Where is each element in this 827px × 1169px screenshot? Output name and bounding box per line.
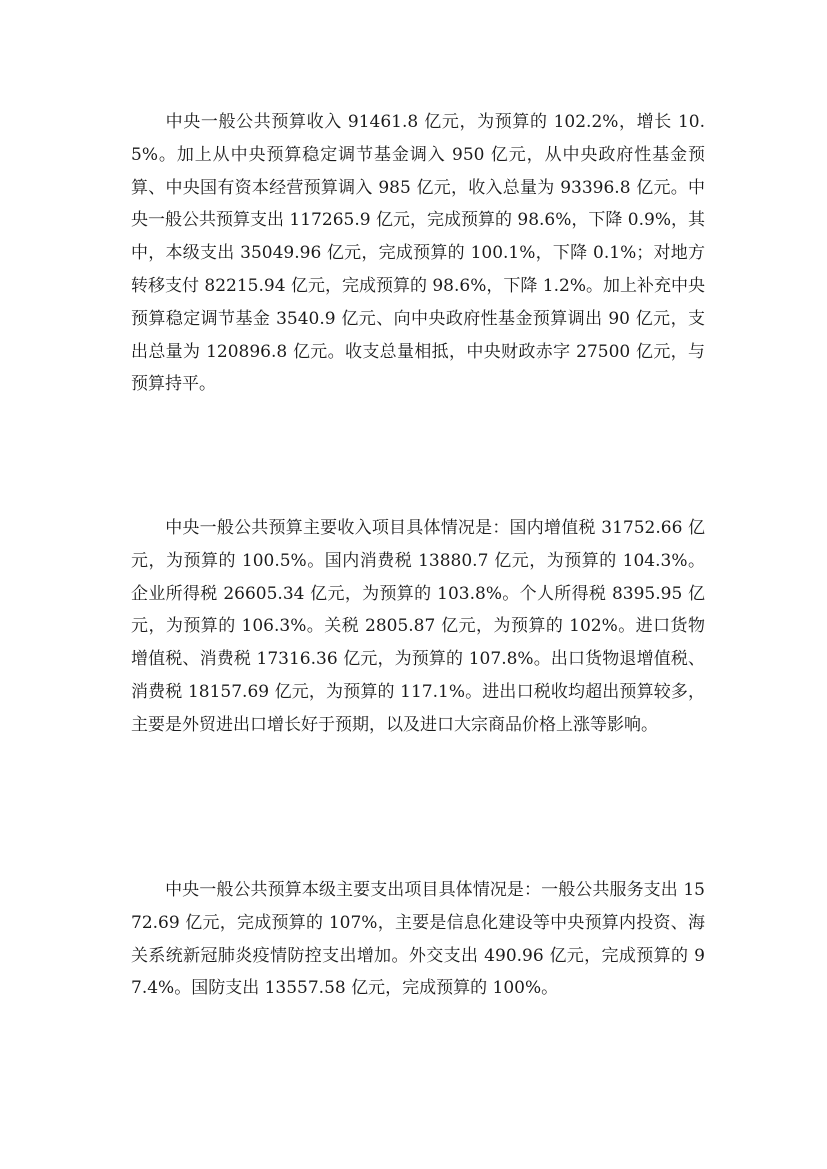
paragraph-central-budget-revenue bbox=[131, 106, 705, 401]
paragraph-text: 中央一般公共预算收入 91461.8 亿元，为预算的 102.2%，增长 10.5%。加上从中央预算稳定调节基金调入 950 亿元，从中央政府性基金预算、中央国有资本经营预算调入 985 亿元，收入总量为 93396.8 亿元。中央一般公共预算支出 117265.9 亿元，完成预算的 98.6%，下降 0.9%，其中，本级支出 35049.96 亿元，完成预算的 100.1%，下降 0.1%；对地方转移支付 82215.94 亿元，完成预算的 98.6%，下降 1.2%。加上补充中央预算稳定调节基金 3540.9 亿元、向中央政府性基金预算调出 90 亿元，支出总量为 120896.8 亿元。收支总量相抵，中央财政赤字 27500 亿元，与预算持平。 bbox=[131, 112, 705, 395]
paragraph-text: 中央一般公共预算主要收入项目具体情况是：国内增值税 31752.66 亿元，为预算的 100.5%。国内消费税 13880.7 亿元，为预算的 104.3%。企业所得税 26605.34 亿元，为预算的 103.8%。个人所得税 8395.95 亿元，为预算的 106.3%。关税 2805.87 亿元，为预算的 102%。进口货物增值税、消费税 17316.36 亿元，为预算的 107.8%。出口货物退增值税、消费税 18157.69 亿元，为预算的 117.1%。进出口税收均超出预算较多，主要是外贸进出口增长好于预期，以及进口大宗商品价格上涨等影响。 bbox=[131, 518, 705, 735]
paragraph-main-revenue-items bbox=[131, 512, 705, 742]
paragraph-main-expenditure-items bbox=[131, 874, 705, 1005]
paragraph-text: 中央一般公共预算本级主要支出项目具体情况是：一般公共服务支出 1572.69 亿元，完成预算的 107%，主要是信息化建设等中央预算内投资、海关系统新冠肺炎疫情防控支出增加。外交支出 490.96 亿元，完成预算的 97.4%。国防支出 13557.58 亿元，完成预算的 100%。 bbox=[131, 880, 705, 999]
